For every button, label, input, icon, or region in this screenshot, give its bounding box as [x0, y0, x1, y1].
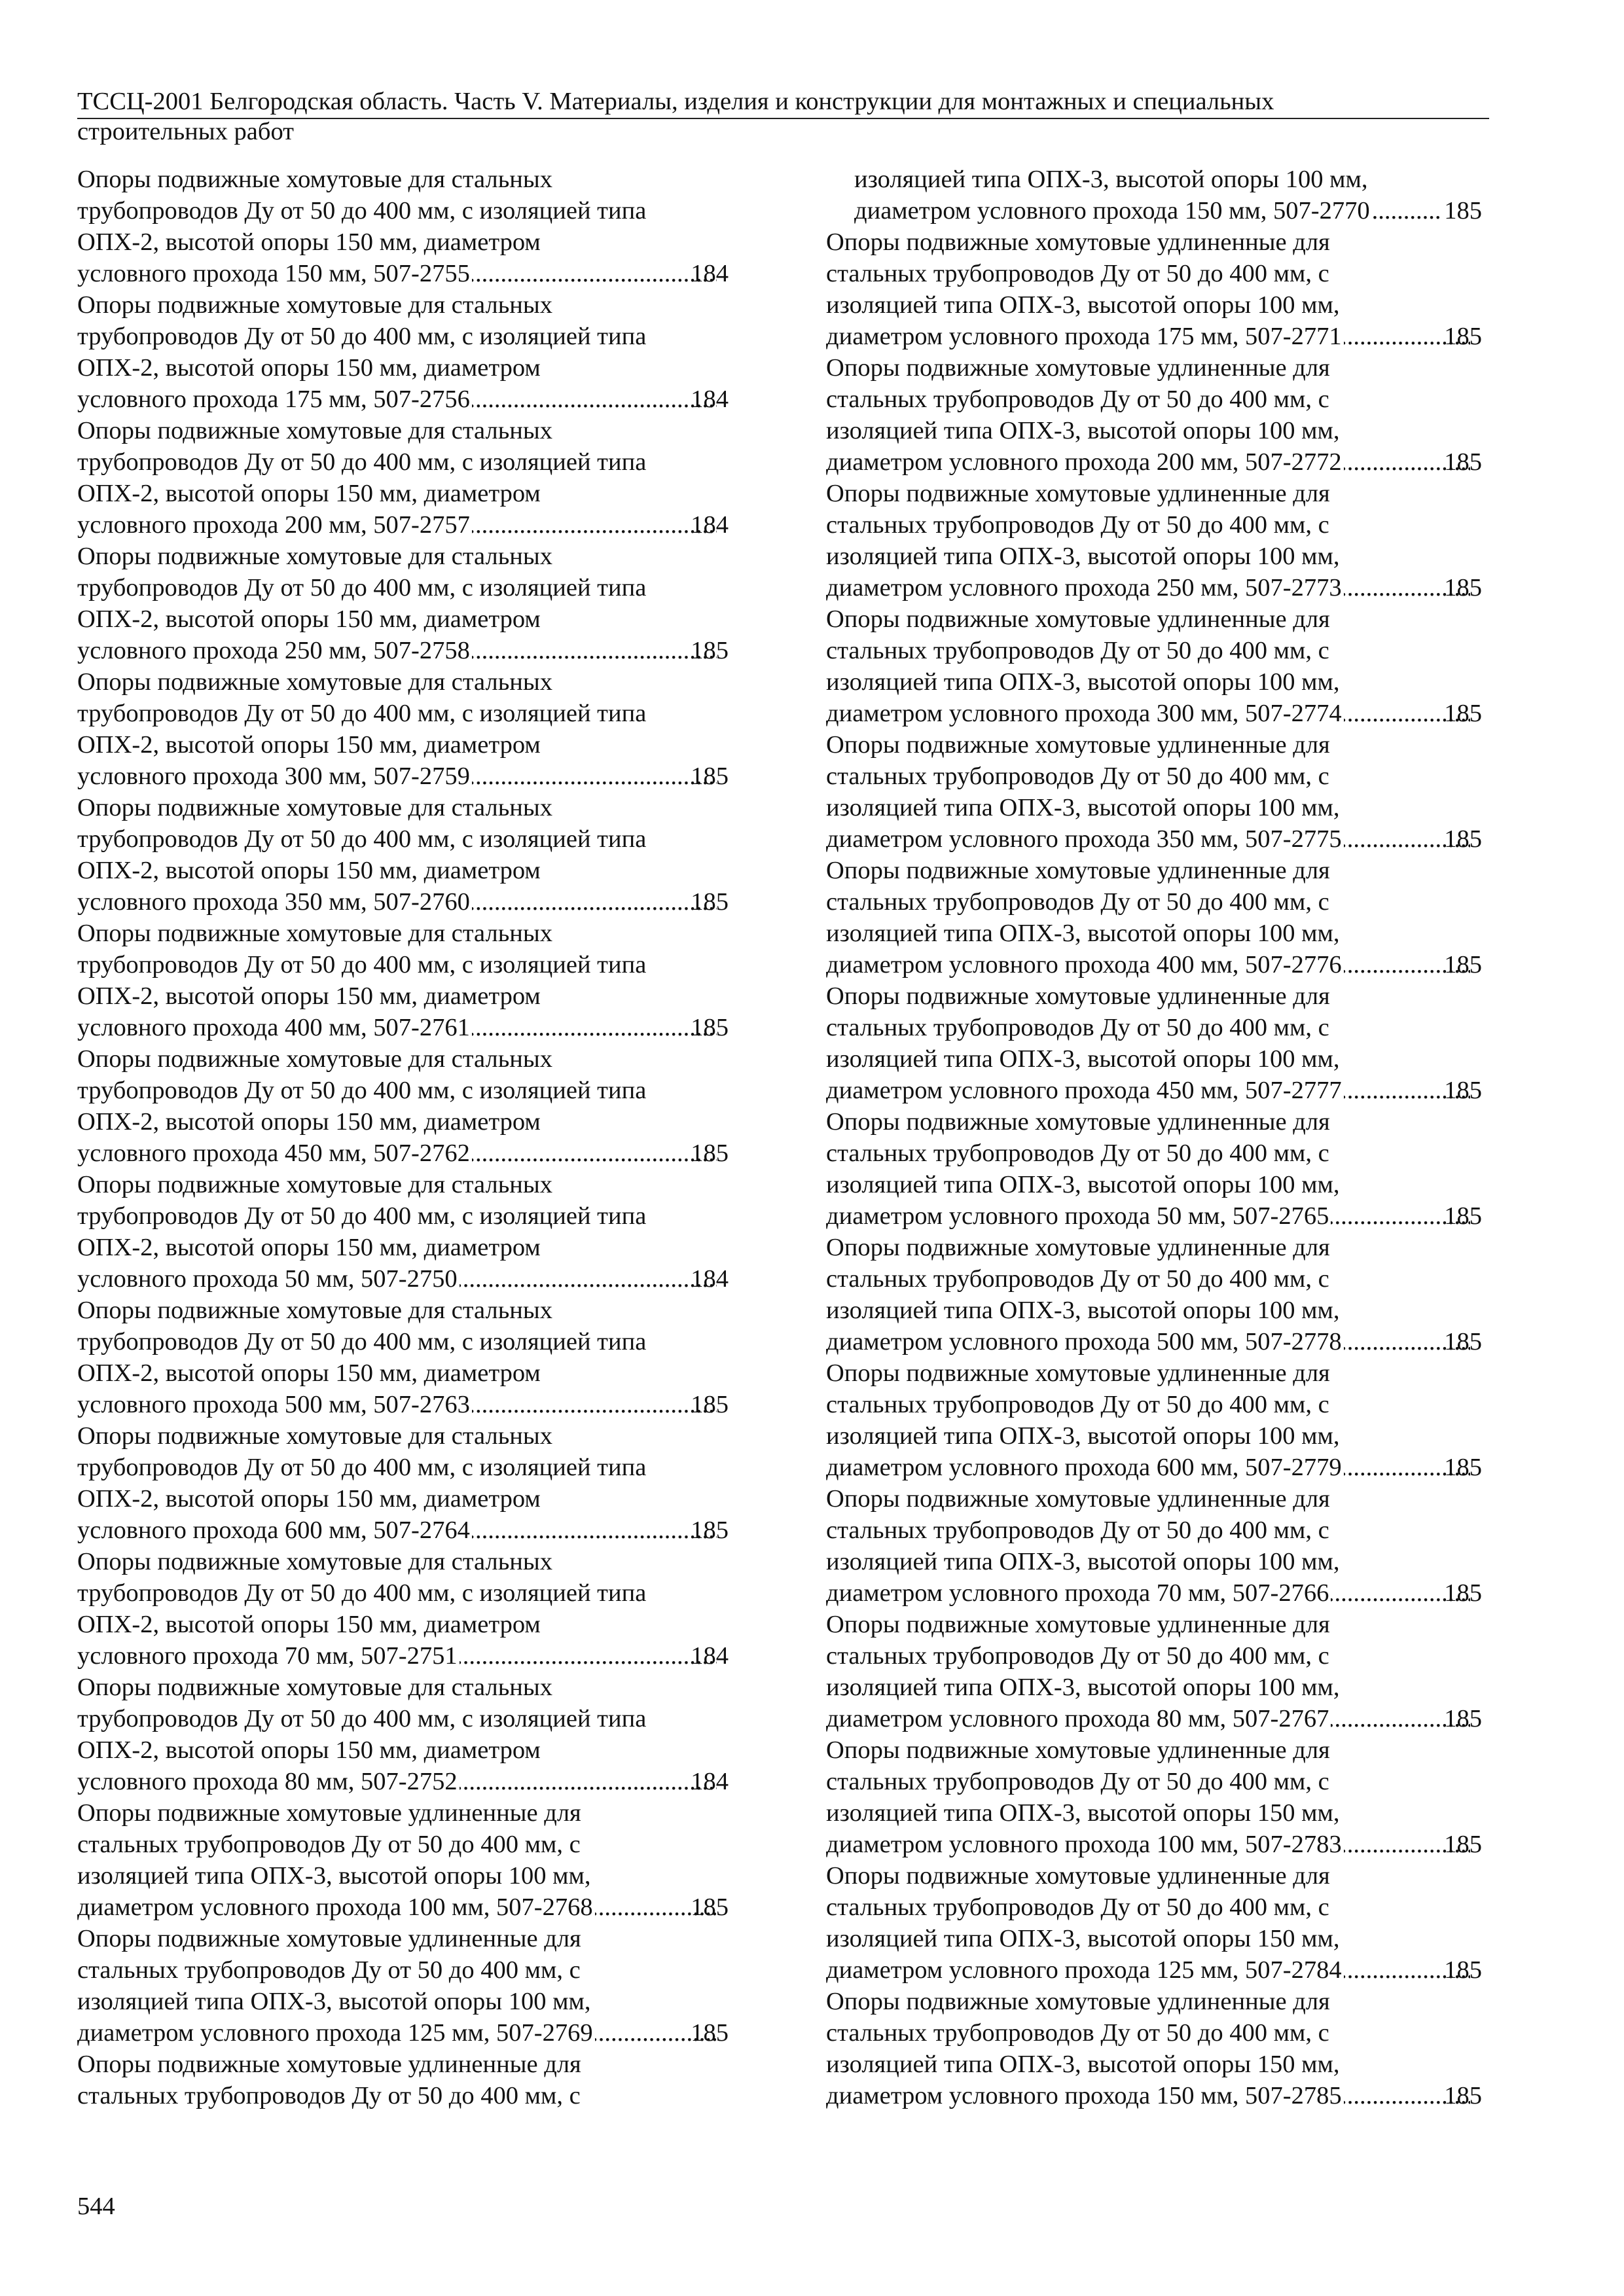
index-entry-line: изоляцией типа ОПХ-3, высотой опоры 150 мм, — [826, 2051, 1340, 2078]
index-entry-line: изоляцией типа ОПХ-3, высотой опоры 100 мм, — [826, 1171, 1340, 1198]
index-entry-text: условного прохода 80 мм, 507-2752 — [77, 1768, 458, 1795]
index-entry-text: условного прохода 50 мм, 507-2750 — [77, 1265, 458, 1293]
index-entry-line: ОПХ-2, высотой опоры 150 мм, диаметром — [77, 228, 541, 256]
index-entry-line: изоляцией типа ОПХ-3, высотой опоры 150 мм, — [826, 1925, 1340, 1952]
index-entry-line: изоляцией типа ОПХ-3, высотой опоры 150 мм, — [826, 1799, 1340, 1827]
index-entry-last-line — [826, 1200, 1482, 1232]
index-entry-page: 185 — [1444, 1705, 1482, 1732]
index-entry-line: Опоры подвижные хомутовые удлиненные для — [826, 1611, 1330, 1638]
index-entry-line: трубопроводов Ду от 50 до 400 мм, с изоляцией типа — [77, 1202, 647, 1230]
index-entry-text: условного прохода 600 мм, 507-2764 — [77, 1516, 470, 1544]
index-entry-line: Опоры подвижные хомутовые для стальных — [77, 1297, 552, 1324]
index-entry-last-line — [826, 1829, 1482, 1860]
index-entry-line: изоляцией типа ОПХ-3, высотой опоры 100 мм, — [826, 668, 1340, 696]
index-entry-text: диаметром условного прохода 150 мм, 507-2770 — [854, 197, 1370, 224]
index-entry-line: стальных трубопроводов Ду от 50 до 400 мм, с — [826, 1014, 1329, 1041]
index-entry-line: Опоры подвижные хомутовые удлиненные для — [826, 480, 1330, 507]
index-entry-page: 184 — [691, 1768, 729, 1795]
index-entry-last-line — [826, 1954, 1482, 1986]
index-entry — [77, 415, 729, 541]
index-entry-line: Опоры подвижные хомутовые для стальных — [77, 291, 552, 319]
index-entry-line: ОПХ-2, высотой опоры 150 мм, диаметром — [77, 1485, 541, 1513]
index-entry-last-line — [77, 2017, 729, 2049]
index-entry-last-line — [77, 1640, 729, 1672]
index-entry-line: Опоры подвижные хомутовые для стальных — [77, 794, 552, 821]
index-entry-last-line — [826, 1577, 1482, 1609]
index-entry-text: диаметром условного прохода 300 мм, 507-2774 — [826, 700, 1342, 727]
index-entry-line: стальных трубопроводов Ду от 50 до 400 мм, с — [826, 1516, 1329, 1544]
index-entry-line: Опоры подвижные хомутовые удлиненные для — [826, 1736, 1330, 1764]
dot-leader — [472, 886, 717, 918]
index-entry-text: диаметром условного прохода 400 мм, 507-2776 — [826, 951, 1342, 978]
index-entry-last-line — [826, 1326, 1482, 1357]
index-entry-last-line — [77, 1263, 729, 1295]
index-entry — [826, 164, 1482, 226]
index-entry-line: Опоры подвижные хомутовые удлиненные для — [826, 1108, 1330, 1136]
index-entry-line: стальных трубопроводов Ду от 50 до 400 мм, с — [826, 762, 1329, 790]
index-entry-line: Опоры подвижные хомутовые для стальных — [77, 1171, 552, 1198]
dot-leader — [472, 1012, 717, 1043]
index-entry-line: Опоры подвижные хомутовые удлиненные для — [826, 1862, 1330, 1890]
index-entry-line: стальных трубопроводов Ду от 50 до 400 мм, с — [77, 1956, 581, 1984]
index-entry-text: диаметром условного прохода 80 мм, 507-2767 — [826, 1705, 1329, 1732]
index-entry-text: диаметром условного прохода 125 мм, 507-2769 — [77, 2019, 593, 2047]
index-entry-text: диаметром условного прохода 250 мм, 507-2773 — [826, 574, 1342, 601]
index-entry-line: трубопроводов Ду от 50 до 400 мм, с изоляцией типа — [77, 1705, 647, 1732]
index-entry-page: 185 — [691, 1391, 729, 1418]
index-entry-page: 184 — [691, 511, 729, 539]
index-entry-page: 185 — [1444, 574, 1482, 601]
index-entry — [826, 980, 1482, 1106]
index-entry-text: диаметром условного прохода 100 мм, 507-2768 — [77, 1893, 593, 1921]
dot-leader — [472, 509, 717, 541]
index-entry-line: стальных трубопроводов Ду от 50 до 400 мм, с — [826, 386, 1329, 413]
index-entry-page: 184 — [691, 1642, 729, 1670]
index-entry-line: трубопроводов Ду от 50 до 400 мм, с изоляцией типа — [77, 1579, 647, 1607]
index-entry — [77, 918, 729, 1043]
index-entry-line: изоляцией типа ОПХ-3, высотой опоры 100 мм, — [826, 920, 1340, 947]
index-entry-last-line — [77, 509, 729, 541]
index-entry-page: 184 — [691, 1265, 729, 1293]
dot-leader — [460, 1263, 717, 1295]
index-entry-page: 185 — [691, 1139, 729, 1167]
index-entry — [77, 289, 729, 415]
index-entry-line: ОПХ-2, высотой опоры 150 мм, диаметром — [77, 857, 541, 884]
index-entry-page: 185 — [1444, 323, 1482, 350]
index-entry-line: изоляцией типа ОПХ-3, высотой опоры 100 мм, — [854, 166, 1368, 193]
index-entry-line: изоляцией типа ОПХ-3, высотой опоры 100 мм, — [826, 1674, 1340, 1701]
dot-leader — [472, 258, 717, 289]
index-entry-line: Опоры подвижные хомутовые для стальных — [77, 1045, 552, 1073]
index-column-right — [826, 164, 1482, 2111]
index-entry-line: изоляцией типа ОПХ-3, высотой опоры 100 мм, — [826, 1045, 1340, 1073]
index-entry-page: 185 — [691, 1014, 729, 1041]
index-entry-text: условного прохода 250 мм, 507-2758 — [77, 637, 470, 664]
index-entry-line: ОПХ-2, высотой опоры 150 мм, диаметром — [77, 731, 541, 759]
index-entry — [826, 1986, 1482, 2111]
index-entry-page: 185 — [691, 1893, 729, 1921]
index-entry-last-line — [77, 1138, 729, 1169]
index-entry-last-line — [826, 1703, 1482, 1734]
index-entry-last-line — [826, 321, 1482, 352]
index-entry — [77, 1043, 729, 1169]
dot-leader — [1372, 195, 1443, 226]
index-entry-line: Опоры подвижные хомутовые удлиненные для — [826, 731, 1330, 759]
index-entry — [77, 541, 729, 666]
index-entry-line: Опоры подвижные хомутовые удлиненные для — [826, 982, 1330, 1010]
index-entry — [77, 1295, 729, 1420]
index-entry-line: ОПХ-2, высотой опоры 150 мм, диаметром — [77, 1736, 541, 1764]
index-entry-last-line — [77, 1892, 729, 1923]
index-entry-line: Опоры подвижные хомутовые для стальных — [77, 1422, 552, 1450]
index-entry-line: изоляцией типа ОПХ-3, высотой опоры 100 мм, — [826, 794, 1340, 821]
dot-leader — [460, 1766, 717, 1797]
index-entry-line: стальных трубопроводов Ду от 50 до 400 мм, с — [826, 2019, 1329, 2047]
index-entry-line: ОПХ-2, высотой опоры 150 мм, диаметром — [77, 605, 541, 633]
index-entry-line: Опоры подвижные хомутовые для стальных — [77, 543, 552, 570]
index-entry-page: 185 — [1444, 448, 1482, 476]
index-entry-line: Опоры подвижные хомутовые удлиненные для — [826, 1234, 1330, 1261]
index-entry-page: 185 — [691, 1516, 729, 1544]
index-entry-line: стальных трубопроводов Ду от 50 до 400 мм, с — [826, 260, 1329, 287]
dot-leader — [472, 384, 717, 415]
index-entry — [77, 1672, 729, 1797]
index-entry-line: изоляцией типа ОПХ-3, высотой опоры 100 мм, — [77, 1862, 591, 1890]
index-entry-line: Опоры подвижные хомутовые удлиненные для — [77, 2051, 581, 2078]
index-entry-line: Опоры подвижные хомутовые удлиненные для — [826, 857, 1330, 884]
index-entry — [77, 666, 729, 792]
index-entry — [77, 164, 729, 289]
index-entry-last-line — [77, 635, 729, 666]
index-entry-last-line — [826, 949, 1482, 980]
index-entry — [826, 603, 1482, 729]
index-entry-line: ОПХ-2, высотой опоры 150 мм, диаметром — [77, 1108, 541, 1136]
index-entry-line: Опоры подвижные хомутовые удлиненные для — [826, 1988, 1330, 2015]
index-entry-line: изоляцией типа ОПХ-3, высотой опоры 100 мм, — [77, 1988, 591, 2015]
index-entry — [77, 792, 729, 918]
index-entry — [826, 226, 1482, 352]
index-entry-line: трубопроводов Ду от 50 до 400 мм, с изоляцией типа — [77, 1454, 647, 1481]
index-entry-page: 184 — [691, 386, 729, 413]
index-entry-last-line — [826, 1452, 1482, 1483]
index-entry-line: ОПХ-2, высотой опоры 150 мм, диаметром — [77, 1234, 541, 1261]
header-line-2: строительных работ — [77, 118, 295, 145]
dot-leader — [460, 1640, 717, 1672]
dot-leader — [472, 1138, 717, 1169]
index-entry-line: изоляцией типа ОПХ-3, высотой опоры 100 мм, — [826, 1297, 1340, 1324]
index-entry-line: трубопроводов Ду от 50 до 400 мм, с изоляцией типа — [77, 700, 647, 727]
index-entry-line: Опоры подвижные хомутовые удлиненные для — [826, 1359, 1330, 1387]
page-number: 544 — [77, 2193, 115, 2220]
index-entry-line: трубопроводов Ду от 50 до 400 мм, с изоляцией типа — [77, 323, 647, 350]
index-entry-line: стальных трубопроводов Ду от 50 до 400 мм, с — [826, 637, 1329, 664]
index-entry — [826, 1357, 1482, 1483]
index-entry-last-line — [77, 761, 729, 792]
index-entry-line: изоляцией типа ОПХ-3, высотой опоры 100 мм, — [826, 1422, 1340, 1450]
index-entry-last-line — [826, 823, 1482, 855]
index-entry-page: 185 — [1444, 1454, 1482, 1481]
index-entry — [77, 1923, 729, 2049]
index-entry-text: диаметром условного прохода 150 мм, 507-2785 — [826, 2082, 1342, 2109]
index-entry-last-line — [826, 446, 1482, 478]
index-entry-line: ОПХ-2, высотой опоры 150 мм, диаметром — [77, 1611, 541, 1638]
index-entry-text: диаметром условного прохода 70 мм, 507-2766 — [826, 1579, 1329, 1607]
index-entry-text: условного прохода 500 мм, 507-2763 — [77, 1391, 470, 1418]
index-entry-page: 185 — [1444, 1579, 1482, 1607]
index-entry-page: 185 — [1444, 1202, 1482, 1230]
index-entry-line: стальных трубопроводов Ду от 50 до 400 мм, с — [77, 2082, 581, 2109]
index-entry-page: 185 — [1444, 1956, 1482, 1984]
index-entry-text: диаметром условного прохода 200 мм, 507-2772 — [826, 448, 1342, 476]
index-entry-last-line — [77, 1515, 729, 1546]
index-entry-last-line — [826, 572, 1482, 603]
index-entry-line: Опоры подвижные хомутовые для стальных — [77, 166, 552, 193]
index-entry-last-line — [826, 2080, 1482, 2111]
index-entry-page: 185 — [1444, 951, 1482, 978]
index-entry-line: Опоры подвижные хомутовые для стальных — [77, 1548, 552, 1575]
dot-leader — [472, 635, 717, 666]
index-entry-text: условного прохода 350 мм, 507-2760 — [77, 888, 470, 916]
index-entry-line: изоляцией типа ОПХ-3, высотой опоры 100 мм, — [826, 417, 1340, 444]
index-entry-text: условного прохода 150 мм, 507-2755 — [77, 260, 470, 287]
index-entry-line: трубопроводов Ду от 50 до 400 мм, с изоляцией типа — [77, 825, 647, 853]
index-entry-line: стальных трубопроводов Ду от 50 до 400 мм, с — [826, 1139, 1329, 1167]
index-entry — [826, 1106, 1482, 1232]
index-entry-text: условного прохода 400 мм, 507-2761 — [77, 1014, 470, 1041]
index-entry — [826, 1232, 1482, 1357]
index-entry-last-line — [77, 886, 729, 918]
index-entry-line: стальных трубопроводов Ду от 50 до 400 мм, с — [77, 1831, 581, 1858]
index-entry-page: 185 — [1444, 700, 1482, 727]
index-entry-line: стальных трубопроводов Ду от 50 до 400 мм, с — [826, 1642, 1329, 1670]
index-entry-page: 185 — [1444, 2082, 1482, 2109]
index-entry — [826, 478, 1482, 603]
index-entry-page: 185 — [691, 637, 729, 664]
index-entry-line: стальных трубопроводов Ду от 50 до 400 мм, с — [826, 1391, 1329, 1418]
index-entry-last-line — [826, 698, 1482, 729]
index-entry-line: Опоры подвижные хомутовые удлиненные для — [826, 1485, 1330, 1513]
index-entry — [77, 1169, 729, 1295]
index-entry — [77, 1546, 729, 1672]
index-entry-line: трубопроводов Ду от 50 до 400 мм, с изоляцией типа — [77, 1077, 647, 1104]
index-entry-line: стальных трубопроводов Ду от 50 до 400 мм, с — [826, 511, 1329, 539]
index-entry-last-line — [854, 195, 1482, 226]
index-entry-text: условного прохода 450 мм, 507-2762 — [77, 1139, 470, 1167]
index-entry-last-line — [77, 1389, 729, 1420]
index-entry — [826, 729, 1482, 855]
index-entry-line: трубопроводов Ду от 50 до 400 мм, с изоляцией типа — [77, 951, 647, 978]
index-entry-line: Опоры подвижные хомутовые удлиненные для — [77, 1925, 581, 1952]
index-entry-text: диаметром условного прохода 125 мм, 507-2784 — [826, 1956, 1342, 1984]
index-entry-line: Опоры подвижные хомутовые удлиненные для — [77, 1799, 581, 1827]
index-entry-text: условного прохода 200 мм, 507-2757 — [77, 511, 470, 539]
index-entry-page: 185 — [691, 762, 729, 790]
index-entry-page: 185 — [1444, 1077, 1482, 1104]
index-entry — [826, 1860, 1482, 1986]
index-entry-line: изоляцией типа ОПХ-3, высотой опоры 100 мм, — [826, 543, 1340, 570]
index-entry-last-line — [77, 1012, 729, 1043]
index-entry-line: Опоры подвижные хомутовые для стальных — [77, 417, 552, 444]
index-entry-last-line — [826, 1075, 1482, 1106]
index-entry-page: 185 — [1444, 1328, 1482, 1355]
index-entry-line: трубопроводов Ду от 50 до 400 мм, с изоляцией типа — [77, 1328, 647, 1355]
index-entry — [826, 855, 1482, 980]
index-entry-line: трубопроводов Ду от 50 до 400 мм, с изоляцией типа — [77, 197, 647, 224]
index-entry-line: стальных трубопроводов Ду от 50 до 400 мм, с — [826, 1893, 1329, 1921]
index-entry-last-line — [77, 384, 729, 415]
index-entry-line: ОПХ-2, высотой опоры 150 мм, диаметром — [77, 1359, 541, 1387]
dot-leader — [472, 761, 717, 792]
index-entry-text: условного прохода 70 мм, 507-2751 — [77, 1642, 458, 1670]
index-entry — [826, 1609, 1482, 1734]
index-entry-line: ОПХ-2, высотой опоры 150 мм, диаметром — [77, 982, 541, 1010]
index-entry-page: 185 — [1444, 197, 1482, 224]
index-entry-page: 185 — [691, 2019, 729, 2047]
index-entry-page: 185 — [1444, 1831, 1482, 1858]
index-entry-line: изоляцией типа ОПХ-3, высотой опоры 100 мм, — [826, 1548, 1340, 1575]
index-entry-page: 185 — [691, 888, 729, 916]
index-entry-line: изоляцией типа ОПХ-3, высотой опоры 100 мм, — [826, 291, 1340, 319]
index-entry-page: 185 — [1444, 825, 1482, 853]
index-entry-line: Опоры подвижные хомутовые удлиненные для — [826, 228, 1330, 256]
index-entry-line: Опоры подвижные хомутовые для стальных — [77, 1674, 552, 1701]
index-entry-last-line — [77, 258, 729, 289]
index-entry-text: диаметром условного прохода 350 мм, 507-2775 — [826, 825, 1342, 853]
index-entry-line: Опоры подвижные хомутовые для стальных — [77, 920, 552, 947]
index-entry — [77, 2049, 729, 2111]
index-entry-text: диаметром условного прохода 100 мм, 507-2783 — [826, 1831, 1342, 1858]
index-entry-line: ОПХ-2, высотой опоры 150 мм, диаметром — [77, 354, 541, 382]
index-entry-line: Опоры подвижные хомутовые удлиненные для — [826, 605, 1330, 633]
index-entry-text: диаметром условного прохода 50 мм, 507-2765 — [826, 1202, 1329, 1230]
index-entry — [826, 1483, 1482, 1609]
index-entry — [826, 1734, 1482, 1860]
dot-leader — [472, 1515, 717, 1546]
index-entry-text: диаметром условного прохода 175 мм, 507-2771 — [826, 323, 1342, 350]
index-entry-text: диаметром условного прохода 500 мм, 507-2778 — [826, 1328, 1342, 1355]
index-column-left — [77, 164, 729, 2111]
index-entry-line: стальных трубопроводов Ду от 50 до 400 мм, с — [826, 888, 1329, 916]
index-entry-line: ОПХ-2, высотой опоры 150 мм, диаметром — [77, 480, 541, 507]
running-header — [77, 86, 1393, 147]
index-entry-page: 184 — [691, 260, 729, 287]
index-entry-text: диаметром условного прохода 450 мм, 507-2777 — [826, 1077, 1342, 1104]
dot-leader — [472, 1389, 717, 1420]
index-entry-text: условного прохода 175 мм, 507-2756 — [77, 386, 470, 413]
index-entry-text: условного прохода 300 мм, 507-2759 — [77, 762, 470, 790]
index-entry-line: Опоры подвижные хомутовые удлиненные для — [826, 354, 1330, 382]
index-entry-line: трубопроводов Ду от 50 до 400 мм, с изоляцией типа — [77, 448, 647, 476]
header-rule — [77, 118, 1489, 119]
index-entry — [826, 352, 1482, 478]
index-entry-line: трубопроводов Ду от 50 до 400 мм, с изоляцией типа — [77, 574, 647, 601]
index-entry — [77, 1797, 729, 1923]
index-entry-last-line — [77, 1766, 729, 1797]
header-line-1: ТССЦ-2001 Белгородская область. Часть V. Материалы, изделия и конструкции для монтажных и специальных — [77, 88, 1274, 115]
index-entry-line: стальных трубопроводов Ду от 50 до 400 мм, с — [826, 1768, 1329, 1795]
index-entry-line: Опоры подвижные хомутовые для стальных — [77, 668, 552, 696]
index-entry — [77, 1420, 729, 1546]
index-entry-text: диаметром условного прохода 600 мм, 507-2779 — [826, 1454, 1342, 1481]
index-entry-line: стальных трубопроводов Ду от 50 до 400 мм, с — [826, 1265, 1329, 1293]
